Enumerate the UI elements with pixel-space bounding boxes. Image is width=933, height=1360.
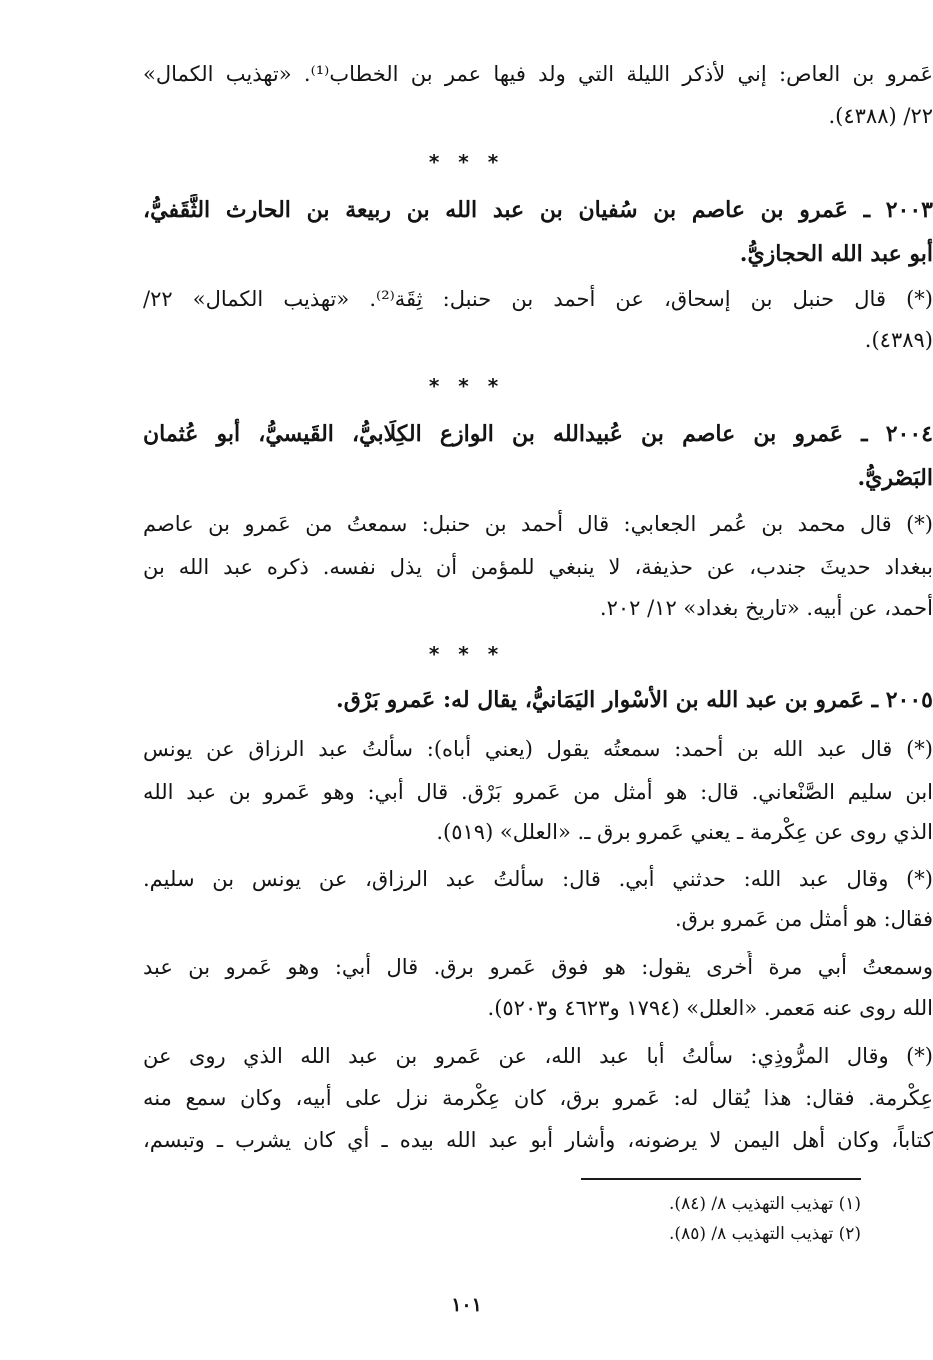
text-line-19: الله روى عنه مَعمر. «العلل» (١٧٩٤ و٤٦٢٣ و٥٢٠٣).	[487, 996, 933, 1020]
section-separator: * * *	[428, 150, 505, 174]
page-number: ١٠١	[451, 1294, 482, 1316]
text-line-13: (*) قال عبد الله بن أحمد: سمعتُه يقول (يعني أباه): سألتُ عبد الرزاق عن يونس	[143, 737, 933, 761]
entry-2005-heading: ٢٠٠٥ ـ عَمرو بن عبد الله بن الأسْوار اليَمَانيُّ، يقال له: عَمرو بَرْق.	[336, 687, 933, 713]
text-line-1: عَمرو بن العاص: إني لأذكر الليلة التي ولد فيها عمر بن الخطاب⁽¹⁾. «تهذيب الكمال»	[143, 62, 933, 86]
footnote-rule	[581, 1178, 861, 1180]
text-line-20: (*) وقال المرُّوذِي: سألتُ أبا عبد الله، عن عَمرو بن عبد الله الذي روى عن	[143, 1044, 933, 1068]
text-line-11: أحمد، عن أبيه. «تاريخ بغداد» ١٢/ ٢٠٢.	[599, 596, 933, 620]
section-separator: * * *	[428, 374, 505, 398]
text-line-2: ٢٢/ (٤٣٨٨).	[828, 104, 933, 128]
text-line-22: كتاباً، وكان أهل اليمن لا يرضونه، وأشار أبو عبد الله بيده ـ أي كان يشرب ـ وتبسم،	[143, 1128, 933, 1152]
text-line-9: (*) قال محمد بن عُمر الجعابي: قال أحمد بن حنبل: سمعتُ من عَمرو بن عاصم	[143, 512, 933, 536]
entry-2003-heading-cont: أبو عبد الله الحجازيُّ.	[739, 241, 933, 267]
text-line-14: ابن سليم الصَّنْعاني. قال: هو أمثل من عَمرو بَرْق. قال أبي: وهو عَمرو بن عبد الله	[143, 780, 933, 804]
text-line-6: (٤٣٨٩).	[864, 328, 933, 352]
text-line-17: فقال: هو أمثل من عَمرو برق.	[674, 907, 933, 931]
text-line-21: عِكْرمة. فقال: هذا يُقال له: عَمرو برق، كان عِكْرمة نزل على أبيه، وكان سمع منه	[143, 1086, 933, 1110]
footnote-1: (١) تهذيب التهذيب ٨/ (٨٤).	[669, 1194, 861, 1214]
section-separator: * * *	[428, 642, 505, 666]
entry-2004-heading: ٢٠٠٤ ـ عَمرو بن عاصم بن عُبيدالله بن الوازع الكِلَابيُّ، القَيسيُّ، أبو عُثمان	[143, 421, 933, 447]
entry-2004-heading-cont: البَصْريُّ.	[857, 465, 933, 491]
entry-2003-heading: ٢٠٠٣ ـ عَمرو بن عاصم بن سُفيان بن عبد الله بن ربيعة بن الحارث الثَّقَفيُّ،	[143, 197, 933, 223]
text-line-5: (*) قال حنبل بن إسحاق، عن أحمد بن حنبل: ثِقَة⁽²⁾. «تهذيب الكمال» ٢٢/	[143, 287, 933, 311]
text-line-18: وسمعتُ أبي مرة أُخرى يقول: هو فوق عَمرو برق. قال أبي: وهو عَمرو بن عبد	[143, 955, 933, 979]
footnote-2: (٢) تهذيب التهذيب ٨/ (٨٥).	[669, 1224, 861, 1244]
text-line-16: (*) وقال عبد الله: حدثني أبي. قال: سألتُ عبد الرزاق، عن يونس بن سليم.	[143, 867, 933, 891]
text-line-10: ببغداد حديثَ جندب، عن حذيفة، لا ينبغي للمؤمن أن يذل نفسه. ذكره عبد الله بن	[143, 555, 933, 579]
text-line-15: الذي روى عن عِكْرمة ـ يعني عَمرو برق ـ. «العلل» (٥١٩).	[436, 820, 933, 844]
